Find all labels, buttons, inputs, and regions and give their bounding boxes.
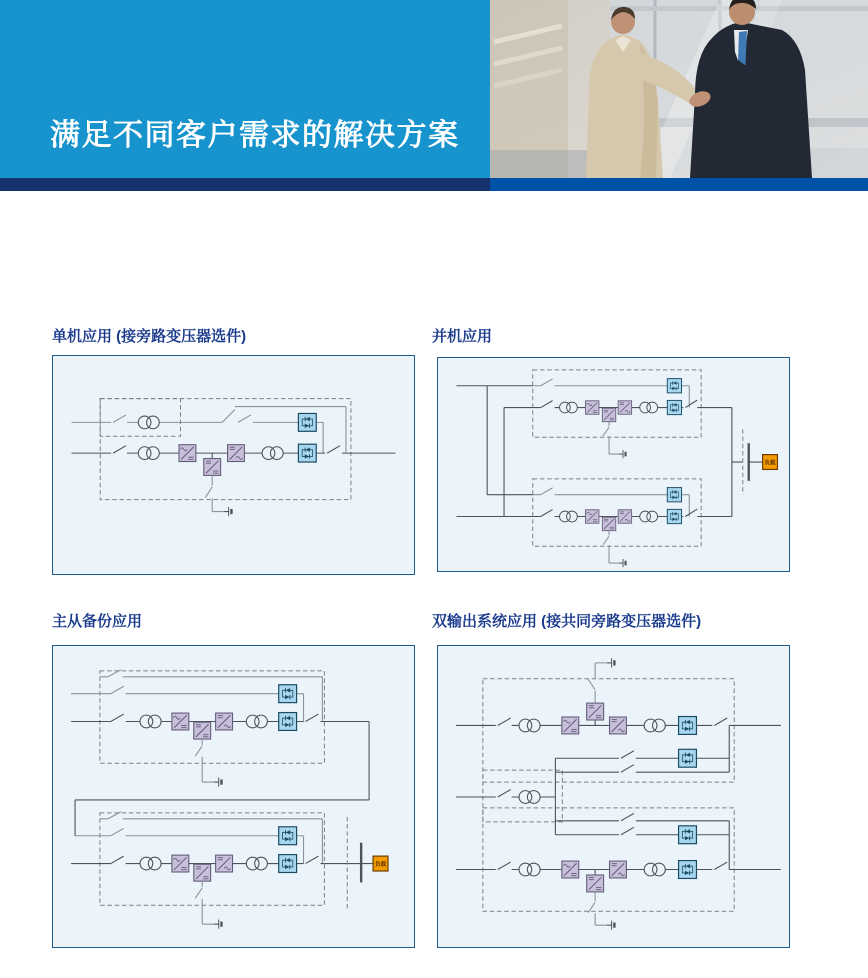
switch-icon	[621, 827, 634, 834]
section-title-dual-output: 双输出系统应用 (接共同旁路变压器选件)	[432, 613, 702, 630]
output-bus	[697, 408, 762, 517]
section-title-parallel: 并机应用	[432, 328, 493, 345]
transformer-icon	[519, 791, 540, 804]
ups-module-top	[456, 658, 781, 772]
battery-converter-icon	[587, 875, 604, 892]
panel-single-ups	[52, 355, 415, 575]
battery-branch	[205, 475, 231, 516]
business-handshake-photo	[490, 0, 868, 178]
ups-module-bottom	[456, 813, 781, 929]
inverter-icon	[610, 717, 627, 734]
static-switch-icon	[679, 749, 697, 767]
section-title-single: 单机应用 (接旁路变压器选件)	[52, 328, 247, 345]
load-box	[373, 856, 388, 871]
battery-icon	[607, 921, 614, 930]
battery-converter-icon	[587, 703, 604, 720]
panel-master-slave-ups	[52, 645, 415, 948]
switch-icon	[621, 751, 634, 758]
inverter-icon	[228, 445, 245, 462]
switch-icon	[498, 790, 511, 797]
rectifier-icon	[562, 717, 579, 734]
transformer-icon	[138, 416, 159, 429]
input-feeders	[456, 386, 532, 517]
switch-icon	[327, 446, 340, 453]
transformer-icon	[644, 719, 665, 732]
divider-stripe-left	[0, 178, 490, 191]
output-bus	[324, 817, 373, 909]
wraparound-wire	[235, 407, 346, 454]
switch-icon	[113, 446, 126, 453]
switch-icon	[588, 679, 595, 689]
transformer-icon	[138, 447, 159, 460]
rectifier-icon	[562, 861, 579, 878]
transformer-icon	[262, 447, 283, 460]
ups-module-2	[533, 479, 701, 567]
transformer-icon	[644, 863, 665, 876]
static-switch-icon	[679, 717, 697, 735]
page-title: 满足不同客户需求的解决方案	[50, 119, 460, 152]
static-switch-icon	[679, 826, 697, 844]
battery-icon	[224, 507, 231, 516]
rectifier-icon	[179, 445, 196, 462]
load-label: 负载	[764, 460, 776, 467]
divider-stripe-right	[490, 178, 868, 191]
load-box	[763, 455, 778, 470]
battery-icon	[607, 658, 614, 667]
switch-icon	[222, 410, 235, 423]
static-switch-icon	[679, 861, 697, 879]
diagram-parallel-ups	[438, 358, 789, 571]
diagram-dual-output-ups	[438, 646, 789, 947]
switch-icon	[714, 862, 727, 869]
ups-module-master	[100, 670, 325, 787]
switch-icon	[498, 718, 511, 725]
section-title-master-slave: 主从备份应用	[52, 613, 143, 630]
transformer-icon	[519, 719, 540, 732]
switch-icon	[113, 415, 126, 422]
switch-icon	[238, 415, 251, 422]
switch-icon	[621, 765, 634, 772]
panel-dual-output-ups	[437, 645, 790, 948]
transformer-icon	[519, 863, 540, 876]
switch-icon	[498, 862, 511, 869]
input-feeders	[71, 694, 111, 864]
diagram-master-slave-ups	[53, 646, 414, 947]
inverter-icon	[610, 861, 627, 878]
switch-icon	[621, 813, 634, 820]
static-switch-icon	[298, 413, 316, 431]
main-path	[71, 444, 395, 475]
ups-module-1	[533, 370, 701, 458]
load-label: 负载	[374, 862, 387, 869]
diagram-single-ups	[53, 356, 414, 574]
battery-converter-icon	[204, 459, 221, 476]
switch-icon	[205, 487, 212, 498]
static-switch-icon	[298, 444, 316, 462]
switch-icon	[714, 718, 727, 725]
ups-module-slave	[100, 812, 325, 929]
panel-parallel-ups	[437, 357, 790, 572]
